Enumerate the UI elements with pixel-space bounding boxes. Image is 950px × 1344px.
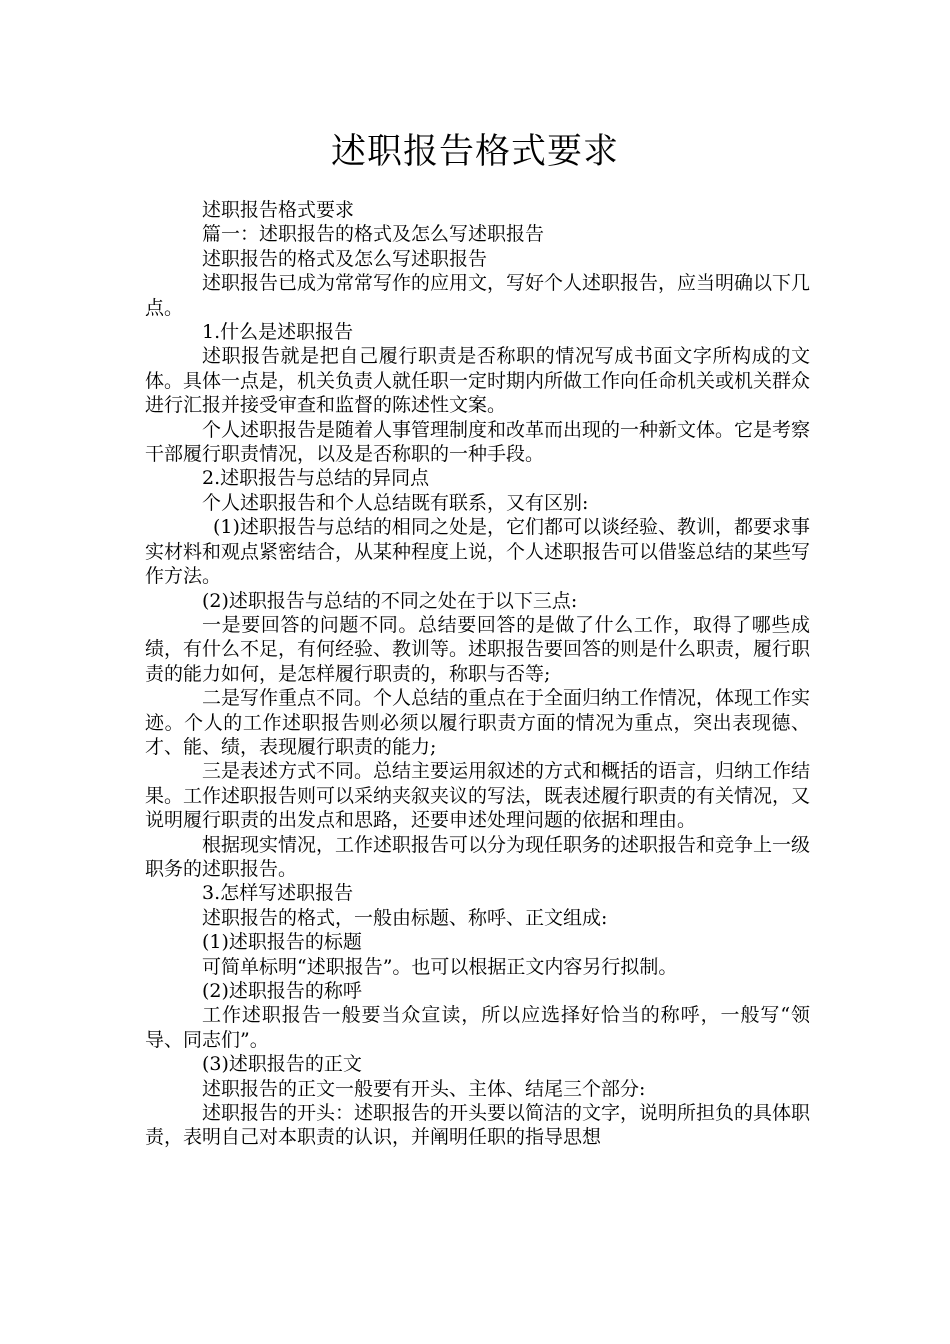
paragraph: 述职报告的正文一般要有开头、主体、结尾三个部分: <box>202 1077 646 1100</box>
subsection-heading: (3)述职报告的正文 <box>202 1053 362 1076</box>
paragraph: 个人述职报告是随着人事管理制度和改革而出现的一种新文体。它是考察干部履行职责情况，以及是否称职的一种手段。 <box>145 418 811 466</box>
paragraph: 三是表述方式不同。总结主要运用叙述的方式和概括的语言，归纳工作结果。工作述职报告则可以采纳夹叙夹议的写法，既表述履行职责的有关情况，又说明履行职责的出发点和思路，还要申述处理问题的依据和理由。 <box>145 760 811 832</box>
paragraph: 可简单标明“述职报告”。也可以根据正文内容另行拟制。 <box>202 955 678 978</box>
paragraph: 根据现实情况，工作述职报告可以分为现任职务的述职报告和竞争上一级职务的述职报告。 <box>145 833 811 880</box>
paragraph: 二是写作重点不同。个人总结的重点在于全面归纳工作情况，体现工作实迹。个人的工作述职报告则必须以履行职责方面的情况为重点，突出表现德、才、能、绩，表现履行职责的能力; <box>145 687 811 758</box>
paragraph: 述职报告已成为常常写作的应用文，写好个人述职报告，应当明确以下几点。 <box>145 272 811 319</box>
section-heading: 2.述职报告与总结的异同点 <box>202 467 430 490</box>
paragraph: 述职报告的格式及怎么写述职报告 <box>202 247 488 270</box>
paragraph: 述职报告的开头：述职报告的开头要以简洁的文字，说明所担负的具体职责，表明自己对本职责的认识，并阐明任职的指导思想 <box>145 1102 811 1149</box>
paragraph: 个人述职报告和个人总结既有联系，又有区别: <box>202 491 589 514</box>
paragraph: 工作述职报告一般要当众宣读，所以应选择好恰当的称呼，一般写“领导、同志们”。 <box>145 1004 810 1051</box>
section-heading: 1.什么是述职报告 <box>202 321 354 344</box>
paragraph: 述职报告就是把自己履行职责是否称职的情况写成书面文字所构成的文体。具体一点是，机关负责人就任职一定时期内所做工作向任命机关或机关群众进行汇报并接受审查和监督的陈述性文案。 <box>145 345 811 417</box>
subsection-heading: (1)述职报告的标题 <box>202 931 362 954</box>
subsection-heading: (2)述职报告的称呼 <box>202 980 362 1002</box>
paragraph: 篇一：述职报告的格式及怎么写述职报告 <box>202 223 545 246</box>
document-body <box>145 198 810 1150</box>
paragraph: 述职报告的格式，一般由标题、称呼、正文组成: <box>202 906 608 929</box>
paragraph: 述职报告格式要求 <box>202 199 355 221</box>
document-title: 述职报告格式要求 <box>330 132 619 172</box>
paragraph: 一是要回答的问题不同。总结要回答的是做了什么工作，取得了哪些成绩，有什么不足，有何经验、教训等。述职报告要回答的则是什么职责，履行职责的能力如何，是怎样履行职责的，称职与否等; <box>145 613 811 685</box>
paragraph: (2)述职报告与总结的不同之处在于以下三点: <box>202 589 578 612</box>
section-heading: 3.怎样写述职报告 <box>202 882 354 905</box>
paragraph: (1)述职报告与总结的相同之处是，它们都可以谈经验、教训，都要求事实材料和观点紧密结合，从某种程度上说，个人述职报告可以借鉴总结的某些写作方法。 <box>145 516 811 588</box>
